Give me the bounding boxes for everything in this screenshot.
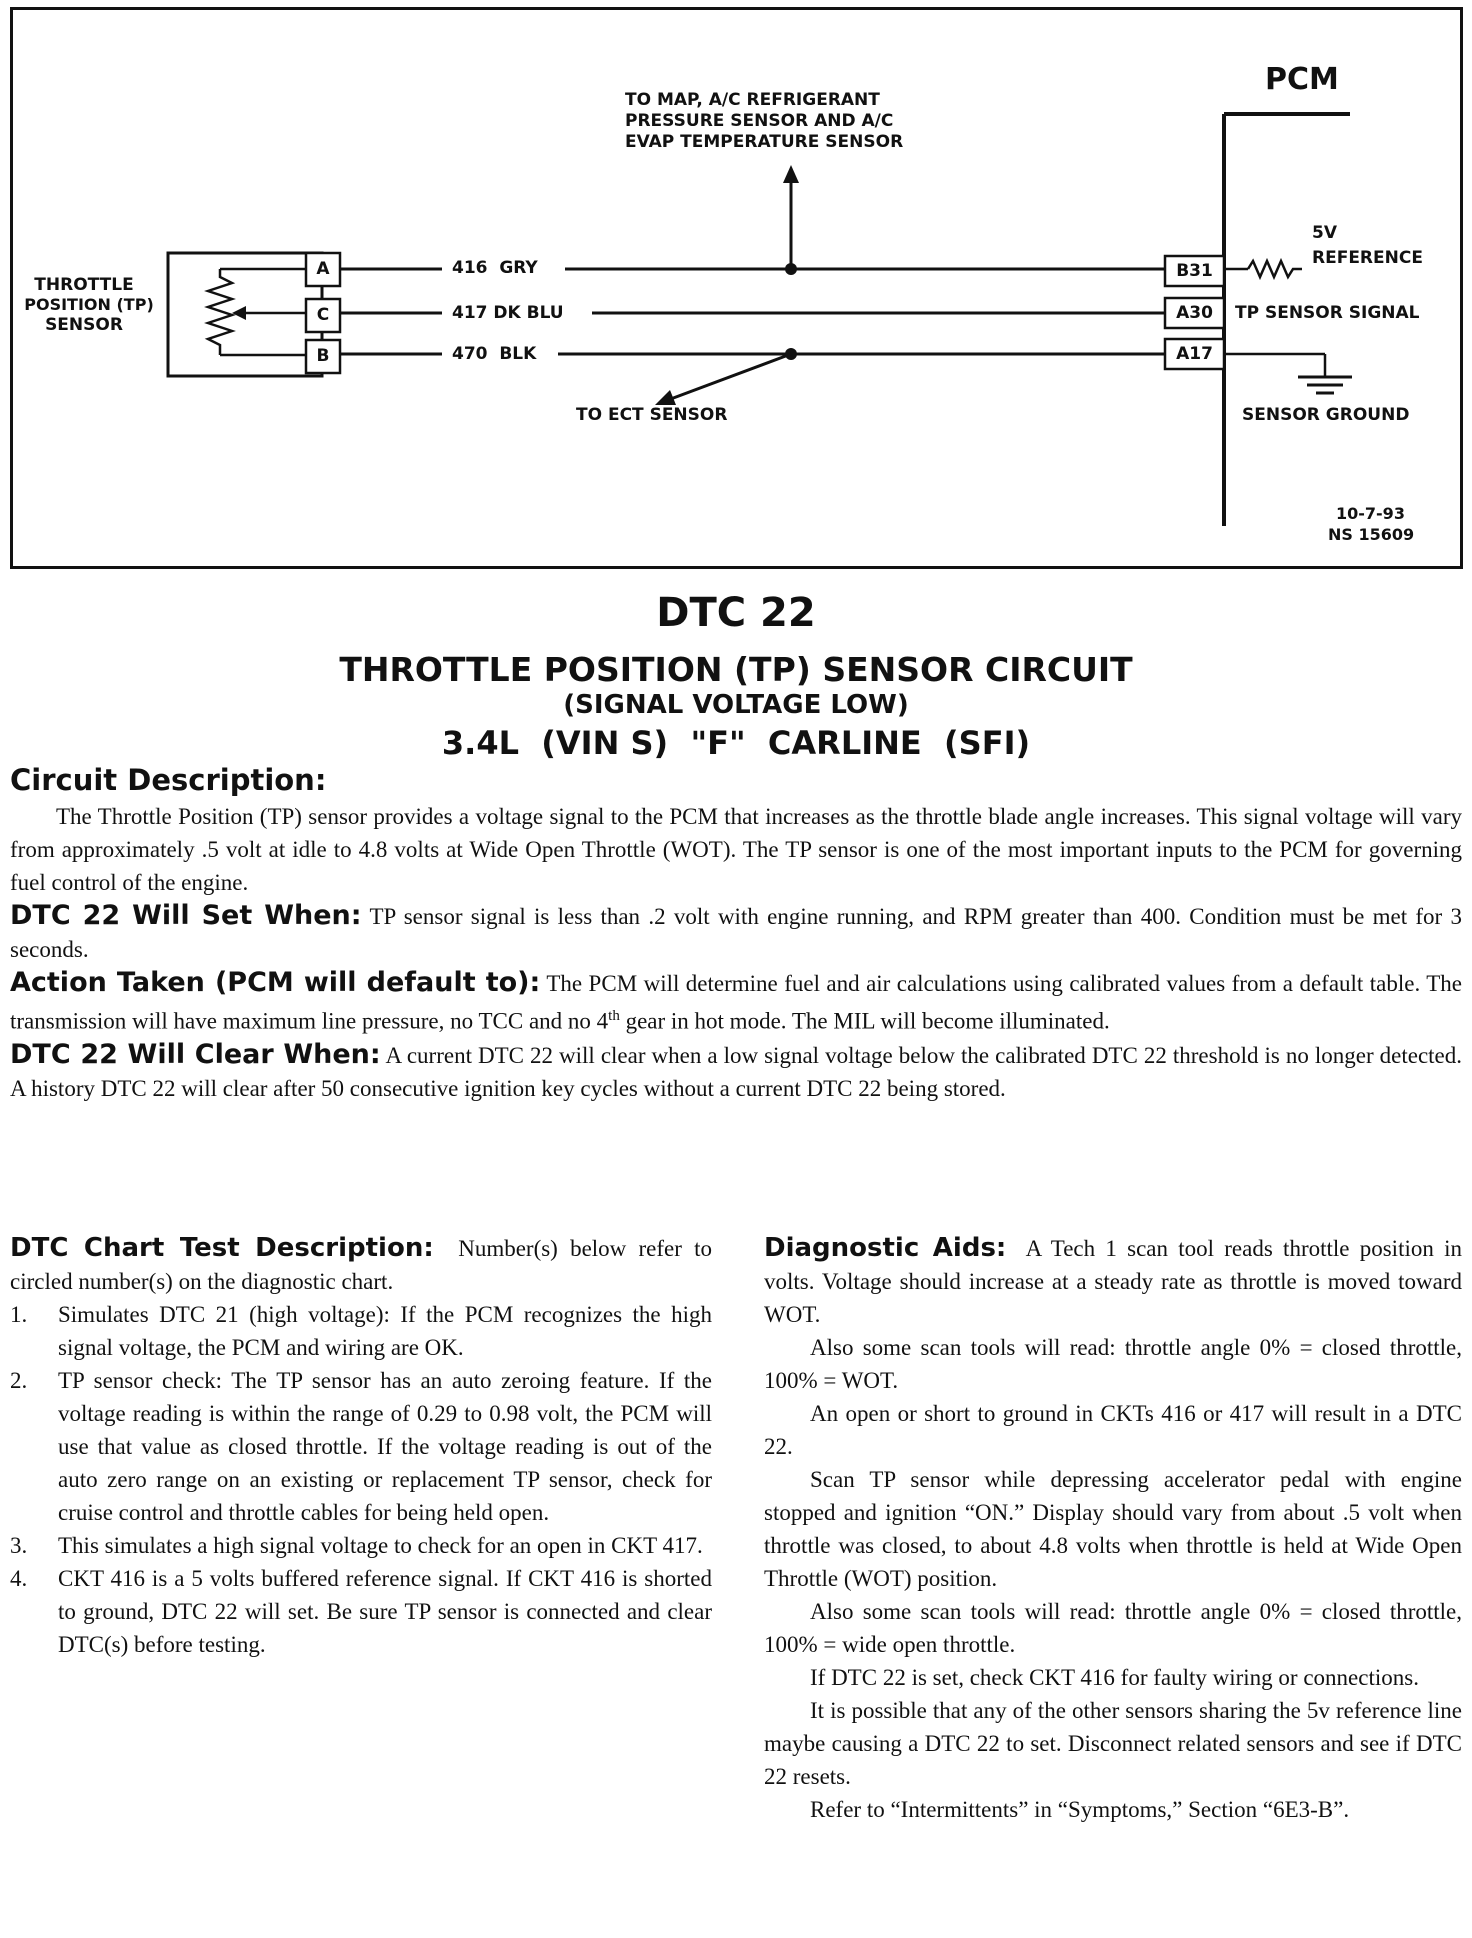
circuit-description <box>10 800 1462 1105</box>
chart-test-intro-text: Number(s) below refer to circled number(s) on the diagnostic chart. <box>10 1236 713 1294</box>
dtc-title-line-3: 3.4L (VIN S) "F" CARLINE (SFI) <box>441 724 1031 762</box>
diagnostic-aids-paragraph: Scan TP sensor while depressing accelerator pedal with engine stopped and ignition “ON.” Display should vary from about .5 volt when throttle was closed, to about 4.8 volts when throttle is held at Wide Open Throttle (WOT) position. <box>764 1467 1462 1591</box>
diagram-date: 10-7-93 <box>1336 504 1405 523</box>
list-item-number: 3. <box>10 1533 28 1558</box>
list-item-text: CKT 416 is a 5 volts buffered reference signal. If CKT 416 is shorted to ground, DTC 22 will set. Be sure TP sensor is connected and clear DTC(s) before testing. <box>58 1566 712 1657</box>
list-item-text: TP sensor check: The TP sensor has an auto zeroing feature. If the voltage reading is within the range of 0.29 to 0.98 volt, the PCM will use that value as closed throttle. If the voltage reading is out of the auto zero range on an existing or replacement TP sensor, check for cruise control and throttle cables for being held open. <box>58 1368 712 1525</box>
diagnostic-aids-paragraph: Refer to “Intermittents” in “Symptoms,” Section “6E3-B”. <box>810 1797 1350 1822</box>
to-ect-sensor-label: TO ECT SENSOR <box>576 405 728 425</box>
diagnostic-aids-paragraph: It is possible that any of the other sensors sharing the 5v reference line maybe causing a DTC 22 to set. Disconnect related sensors and see if DTC 22 resets. <box>764 1698 1462 1789</box>
diagnostic-aids-paragraph: An open or short to ground in CKTs 416 or 417 will result in a DTC 22. <box>764 1401 1462 1459</box>
clear-when-text: A current DTC 22 will clear when a low signal voltage below the calibrated DTC 22 threshold is no longer detected. A history DTC 22 will clear after 50 consecutive ignition key cycles without a current DTC 22 being stored. <box>10 1042 1462 1101</box>
sensor-pin-c: C <box>316 305 330 325</box>
sensor-label-3: SENSOR <box>45 315 123 335</box>
action-text-1: The PCM will determine fuel and air calculations using calibrated values from a default table. The transmission will have maximum line pressure, no TCC and no 4 <box>10 971 1462 1034</box>
reference-resistor <box>1248 261 1302 277</box>
list-item-text: Simulates DTC 21 (high voltage): If the PCM recognizes the high signal voltage, the PCM and wiring are OK. <box>58 1302 712 1360</box>
clear-when-heading: DTC 22 Will Clear When: <box>10 1038 381 1070</box>
wiper-arrow <box>232 306 246 320</box>
set-when-heading: DTC 22 Will Set When: <box>10 900 362 931</box>
sensor-pin-a: A <box>316 259 330 279</box>
action-heading: Action Taken (PCM will default to): <box>10 967 541 998</box>
list-item-number: 4. <box>10 1566 28 1591</box>
circuit-description-text: The Throttle Position (TP) sensor provides a voltage signal to the PCM that increases as the throttle blade angle increases. This signal voltage will vary from approximately .5 volt at idle to 4.8 volts at Wide Open Throttle (WOT). The TP sensor is one of the most important inputs to the PCM for governing fuel control of the engine. <box>10 804 1462 895</box>
to-map-sensor-label-3: EVAP TEMPERATURE SENSOR <box>625 132 904 152</box>
wiring-diagram <box>10 7 1463 569</box>
diagram-ref-number: NS 15609 <box>1328 525 1415 544</box>
pcm-pin-a17: A17 <box>1176 344 1213 364</box>
sensor-label-1: THROTTLE <box>34 275 134 295</box>
action-paragraph <box>10 966 1462 1038</box>
sensor-pin-b: B <box>316 346 330 366</box>
list-item <box>10 1298 712 1364</box>
diagnostic-aids-intro <box>764 1232 1462 1331</box>
dtc-code-title: DTC 22 <box>656 590 816 636</box>
tp-signal-label: TP SENSOR SIGNAL <box>1235 303 1420 323</box>
dtc-title-line-2: (SIGNAL VOLTAGE LOW) <box>563 690 909 720</box>
diagnostic-aids-paragraph: Also some scan tools will read: throttle angle 0% = closed throttle, 100% = WOT. <box>764 1335 1462 1393</box>
pcm-label: PCM <box>1265 62 1339 97</box>
reference-label: REFERENCE <box>1312 248 1423 268</box>
wire-416-label: 416 GRY <box>452 258 538 278</box>
pcm-pin-a30: A30 <box>1176 303 1213 323</box>
diagnostic-aids-paragraph: Also some scan tools will read: throttle angle 0% = closed throttle, 100% = wide open throttle. <box>764 1599 1462 1657</box>
dtc-title-line-1: THROTTLE POSITION (TP) SENSOR CIRCUIT <box>339 650 1133 689</box>
diagnostic-aids <box>764 1232 1462 1826</box>
chart-test-list <box>10 1298 712 1661</box>
set-when-text: TP sensor signal is less than .2 volt with engine running, and RPM greater than 400. Condition must be met for 3 seconds. <box>10 904 1462 962</box>
wire-417-label: 417 DK BLU <box>452 303 564 323</box>
chart-test-heading: DTC Chart Test Description: <box>10 1233 434 1263</box>
action-superscript: th <box>608 1008 620 1024</box>
action-text-2: gear in hot mode. The MIL will become illuminated. <box>619 1008 1110 1034</box>
to-map-sensor-label-2: PRESSURE SENSOR AND A/C <box>625 111 894 131</box>
chart-test-intro <box>10 1232 712 1298</box>
list-item-number: 1. <box>10 1302 28 1327</box>
pcm-pin-b31: B31 <box>1176 261 1213 281</box>
list-item-number: 2. <box>10 1368 28 1393</box>
sensor-ground-label: SENSOR GROUND <box>1242 405 1410 425</box>
arrow-to-map-sensor <box>783 165 799 183</box>
sensor-label-2: POSITION (TP) <box>24 295 154 314</box>
diagnostic-aids-paragraph: If DTC 22 is set, check CKT 416 for faulty wiring or connections. <box>810 1665 1419 1690</box>
reference-voltage-label: 5V <box>1312 223 1337 243</box>
list-item <box>10 1562 712 1661</box>
diagnostic-aids-first-text: A Tech 1 scan tool reads throttle position in volts. Voltage should increase at a steady rate as throttle is moved toward WOT. <box>764 1236 1463 1327</box>
diagnostic-aids-heading: Diagnostic Aids: <box>764 1233 1007 1263</box>
potentiometer-resistor <box>208 269 232 355</box>
to-map-sensor-label-1: TO MAP, A/C REFRIGERANT <box>625 90 880 110</box>
clear-when-paragraph <box>10 1038 1462 1105</box>
set-when-paragraph <box>10 899 1462 966</box>
list-item <box>10 1529 712 1562</box>
list-item <box>10 1364 712 1529</box>
list-item-text: This simulates a high signal voltage to check for an open in CKT 417. <box>58 1533 703 1558</box>
wire-470-label: 470 BLK <box>452 344 537 364</box>
chart-test-description <box>10 1232 712 1661</box>
arrow-to-ect-sensor <box>655 390 676 405</box>
circuit-description-heading: Circuit Description: <box>10 763 327 797</box>
